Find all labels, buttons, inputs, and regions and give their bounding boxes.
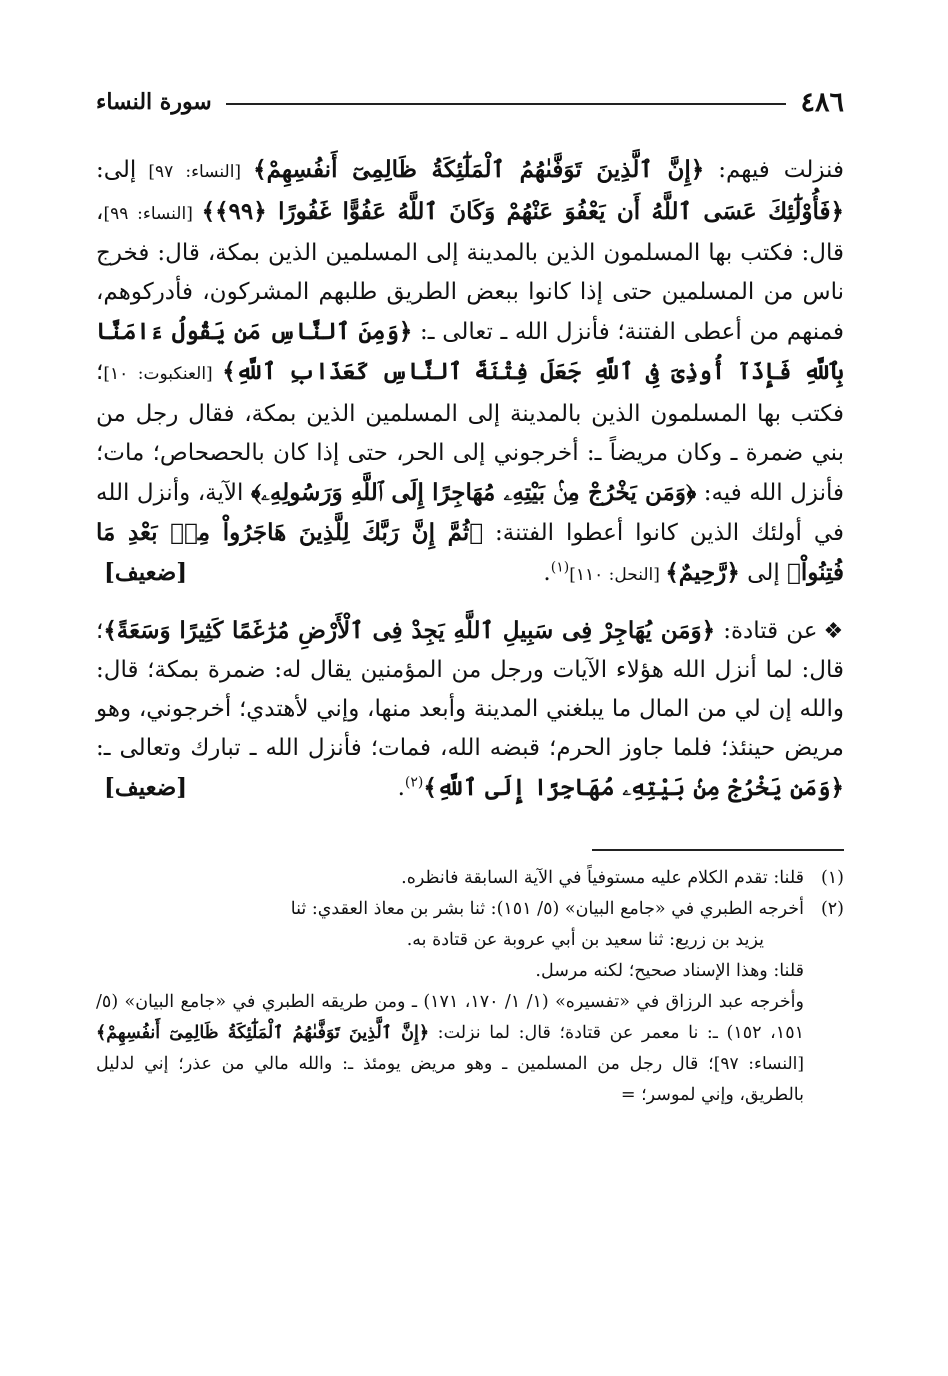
- quran-verse: ﴿ثُمَّ إِنَّ رَبَّكَ لِلَّذِينَ هَاجَرُواْ مِنۢ بَعْدِ مَا فُتِنُواْ﴾: [96, 518, 844, 586]
- footnote-paragraph: [96, 987, 804, 1111]
- text-segment: وأخرجه عبد الرزاق في «تفسيره» (١/ ١/ ١٧٠، ١٧١) ـ ومن طريقه الطبري في «جامع البيان» (٥/ ١٥١، ١٥٢) ـ: نا معمر عن قتادة؛ قال: لما نزلت:: [96, 991, 804, 1043]
- text-segment: ؛ قال رجل من المسلمين ـ وهو مريض يومئذ ـ: والله مالي من عذر؛ إني لدليل بالطريق، وإني لموسر؛ =: [96, 1053, 804, 1105]
- verse-reference: [النحل: ١١٠]: [569, 564, 666, 585]
- footnote-text: قلنا: تقدم الكلام عليه مستوفياً في الآية السابقة فانظره.: [401, 867, 804, 888]
- main-text: [96, 150, 844, 809]
- footnote-marker-1[interactable]: (١): [550, 559, 570, 576]
- verse-reference: [النساء: ٩٧]: [136, 162, 254, 182]
- hadith-grading: [ضعيف]: [104, 558, 188, 586]
- footnote-line: قلنا: وهذا الإسناد صحيح؛ لكنه مرسل.: [535, 960, 804, 981]
- page-number: ٤٨٦: [800, 86, 844, 118]
- verse-reference: [النساء: ٩٩]: [103, 204, 202, 225]
- text-segment: ؛ قال: لما أنزل الله هؤلاء الآيات ورجل من المؤمنين يقال له: ضمرة بمكة؛ قال: والله إن لي من المال ما يبلغني المدينة وأبعد منها، وإني لأهتدي؛ أخرجوني، وهو مريض حينئذ؛ فلما جاوز الحرم؛ قبضه الله، فمات؛ فأنزل الله ـ تبارك وتعالى ـ:: [96, 618, 844, 762]
- quran-verse: ﴿وَمَن يَخْرُجْ مِنۢ بَيْتِهِۦ مُهَاجِرًا إِلَى ٱللَّهِ﴾: [423, 774, 844, 802]
- footnote-line: أخرجه الطبري في «جامع البيان» (٥/ ١٥١): ثنا بشر بن معاذ العقدي: ثنا: [290, 898, 804, 919]
- text-segment: فنزلت فيهم:: [704, 157, 844, 183]
- quran-verse: ﴿رَّحِيمٌ﴾: [665, 558, 740, 586]
- surah-title: سورة النساء: [96, 89, 212, 115]
- paragraph-2: [96, 611, 844, 808]
- hadith-grading: [ضعيف]: [104, 774, 188, 802]
- text-segment: .: [397, 775, 405, 802]
- footnote-number: (٢): [820, 898, 844, 919]
- text-segment: ؛ فكتب بها المسلمون الذين بالمدينة إلى المسلمين الذين بمكة، فقال رجل من بني ضمرة ـ وكان مريضاً ـ: أخرجوني إلى الحر، حتى إذا كان بالحصحاص؛ مات؛ فأنزل الله فيه:: [96, 359, 844, 506]
- footnote-1: [96, 863, 844, 894]
- footnote-rule: [592, 849, 844, 851]
- verse-reference: [النساء: ٩٧]: [713, 1053, 805, 1074]
- paragraph-1: [96, 150, 844, 595]
- header-rule: [226, 103, 787, 105]
- book-page: [96, 82, 844, 1111]
- quran-verse: ﴿فَأُوْلَٰٓئِكَ عَسَى ٱللَّهُ أَن يَعْفُوَ عَنْهُمْ وَكَانَ ٱللَّهُ عَفُوًّا غَفُورًا ﴿٩٩﴾﴾: [201, 198, 845, 226]
- quran-verse: ﴿وَمَن يَخْرُجْ مِنۢ بَيْتِهِۦ مُهَاجِرًا إِلَى ٱللَّهِ وَرَسُولِهِۦ﴾: [250, 478, 697, 506]
- quran-verse: ﴿إِنَّ ٱلَّذِينَ تَوَفَّىٰهُمُ ٱلْمَلَٰٓئِكَةُ ظَالِمِىٓ أَنفُسِهِمْ﴾: [253, 156, 705, 183]
- footnote-number: (١): [820, 867, 844, 888]
- footnote-2: [96, 894, 844, 1111]
- text-segment: ، قال: فكتب بها المسلمون الذين بالمدينة إلى المسلمين الذين بمكة، قال: فخرج ناس من المسلمين حتى إذا كانوا ببعض الطريق طلبهم المشركون، فأدركوهم، فمنهم من أعطى الفتنة؛ فأنزل الله ـ تعالى ـ:: [96, 199, 844, 346]
- text-segment: الآية، وأنزل الله في أولئك الذين كانوا أعطوا الفتنة:: [96, 479, 844, 546]
- quran-verse: ﴿وَمِنَ ٱلنَّاسِ مَن يَقُولُ ءَامَنَّا بِٱللَّهِ فَإِذَآ أُوذِىَ فِى ٱللَّهِ جَعَلَ فِتْنَةَ ٱلنَّاسِ كَعَذَابِ ٱللَّهِ﴾: [96, 318, 844, 386]
- quran-verse: ﴿وَمَن يُهَاجِرْ فِى سَبِيلِ ٱللَّهِ يَجِدْ فِى ٱلْأَرْضِ مُرَٰغَمًا كَثِيرًا وَسَعَةً﴾: [103, 617, 716, 645]
- text-segment: إلى:: [96, 157, 137, 183]
- footnote-marker-2[interactable]: (٢): [404, 774, 424, 791]
- text-segment: عن قتادة:: [715, 618, 818, 645]
- quran-verse: ﴿إِنَّ ٱلَّذِينَ تَوَفَّىٰهُمُ ٱلْمَلَٰٓئِكَةُ ظَالِمِىٓ أَنفُسِهِمْ﴾: [96, 1022, 430, 1043]
- footnote-line: يزيد بن زريع: ثنا سعيد بن أبي عروبة عن قتادة به.: [406, 929, 764, 950]
- text-segment: .: [543, 559, 551, 586]
- text-segment: إلى: [739, 559, 788, 586]
- running-header: [96, 82, 844, 122]
- diamond-icon: ❖: [823, 619, 844, 645]
- footnotes: [96, 863, 844, 1111]
- verse-reference: [العنكبوت: ١٠]: [103, 364, 223, 385]
